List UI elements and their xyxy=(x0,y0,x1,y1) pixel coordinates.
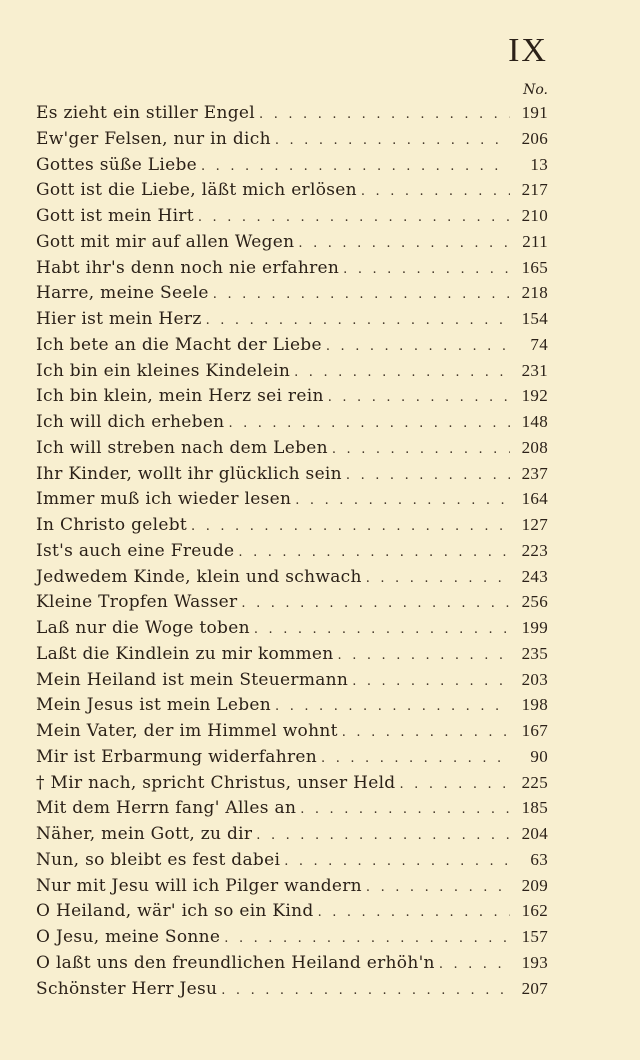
entry-title: Ihr Kinder, wollt ihr glücklich sein xyxy=(36,463,342,484)
dot-leader xyxy=(366,875,510,901)
entry-title: Mein Vater, der im Himmel wohnt xyxy=(36,721,338,741)
entry-title: Ist's auch eine Freude xyxy=(36,540,235,561)
entry-title: Nun, so bleibt es fest dabei xyxy=(36,849,281,870)
dot-leader xyxy=(224,926,510,952)
entry-title: O laßt uns den freundlichen Heiland erhöh'n xyxy=(36,952,435,973)
entry-number: 164 xyxy=(521,489,548,509)
entry-title: Mein Heiland ist mein Steuermann xyxy=(36,669,349,690)
dot-leader xyxy=(228,411,510,437)
dot-leader xyxy=(400,772,511,798)
index-entry xyxy=(36,770,548,796)
entry-number: 198 xyxy=(521,695,548,715)
entry-title: Mit dem Herrn fang' Alles an xyxy=(36,798,297,819)
index-entry xyxy=(36,435,548,461)
entry-title: Harre, meine Seele xyxy=(36,283,209,304)
dot-leader xyxy=(321,746,510,772)
dot-leader xyxy=(254,617,510,643)
index-entry xyxy=(36,692,548,718)
dot-leader xyxy=(259,102,510,128)
dot-leader xyxy=(241,591,510,617)
entry-title: Habt ihr's denn noch nie erfahren xyxy=(36,257,340,278)
entry-number: 13 xyxy=(530,154,548,174)
entry-number: 157 xyxy=(521,927,548,946)
dot-leader xyxy=(284,849,510,875)
index-entry xyxy=(36,203,548,229)
entry-title: Mir ist Erbarmung widerfahren xyxy=(36,746,318,767)
index-entry xyxy=(36,615,548,641)
entry-number: 211 xyxy=(522,231,548,251)
entry-title: Ew'ger Felsen, nur in dich xyxy=(36,128,271,149)
entry-title: Näher, mein Gott, zu dir xyxy=(36,824,253,844)
entry-number: 192 xyxy=(521,386,548,406)
dot-leader xyxy=(191,514,510,540)
entry-title: † Mir nach, spricht Christus, unser Held xyxy=(36,772,396,793)
dot-leader xyxy=(213,282,510,308)
index-entry xyxy=(36,976,548,1002)
dot-leader xyxy=(342,720,510,746)
index-entry xyxy=(36,512,548,538)
index-entry xyxy=(36,255,548,281)
entry-number: 209 xyxy=(521,875,548,895)
entry-number: 90 xyxy=(530,746,548,766)
entry-title: Ich bin klein, mein Herz sei rein xyxy=(36,386,324,407)
entry-number: 191 xyxy=(521,103,548,122)
entry-title: Ich will streben nach dem Leben xyxy=(36,437,328,458)
index-entry xyxy=(36,461,548,487)
dot-leader xyxy=(206,308,510,334)
entry-number: 210 xyxy=(521,206,548,225)
entry-title: Nur mit Jesu will ich Pilger wandern xyxy=(36,875,362,896)
entry-number: 167 xyxy=(521,721,548,740)
dot-leader xyxy=(328,385,510,411)
entry-number: 217 xyxy=(521,180,548,200)
index-entry xyxy=(36,898,548,924)
index-entry xyxy=(36,126,548,152)
index-entry xyxy=(36,924,548,950)
index-entry xyxy=(36,486,548,512)
index-entry xyxy=(36,177,548,203)
dot-leader xyxy=(366,566,510,592)
entry-number: 165 xyxy=(521,257,548,277)
index-entry xyxy=(36,718,548,744)
entry-number: 218 xyxy=(521,283,548,303)
entry-title: Gottes süße Liebe xyxy=(36,154,197,175)
index-entry xyxy=(36,538,548,564)
index-entry xyxy=(36,383,548,409)
entry-title: Gott mit mir auf allen Wegen xyxy=(36,231,295,252)
dot-leader xyxy=(221,978,510,1004)
entry-number: 223 xyxy=(521,540,548,560)
dot-leader xyxy=(439,952,510,978)
index-entry xyxy=(36,667,548,693)
dot-leader xyxy=(352,669,510,695)
index-entry xyxy=(36,950,548,976)
entry-number: 243 xyxy=(521,566,548,586)
index-entry xyxy=(36,409,548,435)
index-entry xyxy=(36,821,548,847)
entry-number: 225 xyxy=(521,772,548,792)
dot-leader xyxy=(326,334,510,360)
entry-number: 207 xyxy=(521,978,548,998)
entry-title: Jedwedem Kinde, klein und schwach xyxy=(36,566,362,587)
index-entry xyxy=(36,100,548,126)
index-entry xyxy=(36,332,548,358)
index-entry xyxy=(36,873,548,899)
entry-number: 162 xyxy=(521,901,548,921)
index-entry xyxy=(36,229,548,255)
entry-title: Es zieht ein stiller Engel xyxy=(36,103,256,123)
dot-leader xyxy=(256,823,510,849)
index-entry xyxy=(36,564,548,590)
page-number: IX xyxy=(508,32,548,69)
entry-number: 204 xyxy=(521,824,548,843)
index-entry xyxy=(36,358,548,384)
dot-leader xyxy=(361,179,510,205)
entry-number: 185 xyxy=(521,798,548,818)
entry-number: 63 xyxy=(530,849,548,869)
entry-number: 237 xyxy=(521,463,548,483)
entry-title: Immer muß ich wieder lesen xyxy=(36,489,292,510)
entry-title: Hier ist mein Herz xyxy=(36,309,202,329)
dot-leader xyxy=(338,643,510,669)
hymn-index xyxy=(36,100,548,1001)
entry-number: 199 xyxy=(521,618,548,637)
dot-leader xyxy=(300,797,510,823)
number-column-header: No. xyxy=(523,82,548,98)
index-entry xyxy=(36,280,548,306)
entry-title: Kleine Tropfen Wasser xyxy=(36,592,238,613)
index-entry xyxy=(36,641,548,667)
entry-number: 203 xyxy=(521,669,548,689)
dot-leader xyxy=(318,900,510,926)
index-entry xyxy=(36,744,548,770)
dot-leader xyxy=(201,154,510,180)
entry-number: 154 xyxy=(521,309,548,328)
dot-leader xyxy=(275,128,510,154)
dot-leader xyxy=(298,231,510,257)
entry-title: Laßt die Kindlein zu mir kommen xyxy=(36,643,334,664)
dot-leader xyxy=(275,694,510,720)
entry-number: 74 xyxy=(530,334,548,354)
entry-title: In Christo gelebt xyxy=(36,515,188,535)
entry-number: 231 xyxy=(521,360,548,380)
entry-title: Gott ist die Liebe, läßt mich erlösen xyxy=(36,180,357,201)
dot-leader xyxy=(343,257,510,283)
entry-number: 256 xyxy=(521,592,548,612)
entry-number: 148 xyxy=(521,412,548,431)
index-entry xyxy=(36,306,548,332)
entry-title: Mein Jesus ist mein Leben xyxy=(36,695,272,716)
index-entry xyxy=(36,795,548,821)
dot-leader xyxy=(198,205,510,231)
entry-title: O Jesu, meine Sonne xyxy=(36,927,221,947)
entry-title: Ich bin ein kleines Kindelein xyxy=(36,360,291,381)
dot-leader xyxy=(332,437,510,463)
index-entry xyxy=(36,152,548,178)
dot-leader xyxy=(295,488,510,514)
index-entry xyxy=(36,589,548,615)
entry-title: Laß nur die Woge toben xyxy=(36,618,250,638)
entry-number: 127 xyxy=(521,515,548,534)
entry-number: 206 xyxy=(521,128,548,148)
dot-leader xyxy=(238,540,510,566)
entry-title: O Heiland, wär' ich so ein Kind xyxy=(36,901,314,922)
entry-number: 208 xyxy=(521,437,548,457)
dot-leader xyxy=(294,360,510,386)
entry-number: 193 xyxy=(521,952,548,972)
index-entry xyxy=(36,847,548,873)
entry-title: Ich will dich erheben xyxy=(36,412,225,432)
dot-leader xyxy=(346,463,510,489)
entry-title: Gott ist mein Hirt xyxy=(36,206,194,226)
entry-title: Schönster Herr Jesu xyxy=(36,978,218,999)
entry-title: Ich bete an die Macht der Liebe xyxy=(36,334,322,355)
entry-number: 235 xyxy=(521,643,548,663)
